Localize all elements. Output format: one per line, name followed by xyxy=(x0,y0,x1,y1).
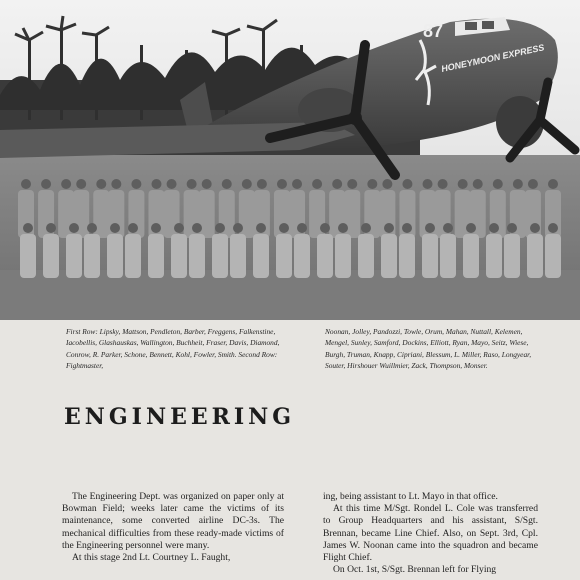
person-body xyxy=(230,234,246,278)
person-head xyxy=(151,223,161,233)
person-body xyxy=(276,234,292,278)
person-body xyxy=(171,234,187,278)
person-head xyxy=(46,223,56,233)
person-head xyxy=(425,223,435,233)
person-head xyxy=(215,223,225,233)
photo-caption-left: First Row: Lipsky, Mattson, Pendleton, Barber, Freggens, Falkenstine, Iacobellis, Glashauskas, Wallington, Buchheit, Fraser, Davis, Diamond, Conrow, R. Parker, Schone, Bennett, Kohl, Fowler, Smith. Second Row: Fightmaster, xyxy=(66,327,280,371)
person-body xyxy=(463,234,479,278)
person-head xyxy=(110,223,120,233)
person-head xyxy=(187,179,197,189)
person-body xyxy=(527,234,543,278)
person-body xyxy=(20,234,36,278)
person-head xyxy=(443,223,453,233)
person-head xyxy=(192,223,202,233)
person-body xyxy=(125,234,141,278)
person-body xyxy=(486,234,502,278)
person-body xyxy=(189,234,205,278)
person-head xyxy=(320,223,330,233)
body-column-right xyxy=(323,491,538,576)
person-body xyxy=(381,234,397,278)
person-head xyxy=(87,223,97,233)
person-body xyxy=(84,234,100,278)
person-body xyxy=(43,234,59,278)
person-head xyxy=(167,179,177,189)
person-head xyxy=(242,179,252,189)
person-head xyxy=(128,223,138,233)
person-body xyxy=(545,234,561,278)
person-head xyxy=(338,223,348,233)
person-head xyxy=(493,179,503,189)
person-head xyxy=(222,179,232,189)
person-body xyxy=(253,234,269,278)
body-paragraph: At this time M/Sgt. Rondel L. Cole was transferred to Group Headquarters and his assistant, S/Sgt. Brennan, became Line Chief. Also, on Sept. 3rd, Cpl. James W. Noonan came into the squadron and became Flight Chief. xyxy=(323,503,538,564)
person-head xyxy=(277,179,287,189)
person-head xyxy=(507,223,517,233)
person-head xyxy=(41,179,51,189)
person-head xyxy=(513,179,523,189)
person-head xyxy=(279,223,289,233)
person-head xyxy=(528,179,538,189)
body-paragraph: The Engineering Dept. was organized on paper only at Bowman Field; weeks later came the victims of its maintenance, some converted airline DC-3s. The mechanical difficulties from these ready-made victims of the Engineering personnel were many. xyxy=(62,491,284,551)
person-body xyxy=(358,234,374,278)
person-head xyxy=(233,223,243,233)
person-body xyxy=(399,234,415,278)
person-body xyxy=(335,234,351,278)
person-head xyxy=(402,179,412,189)
aircraft-number: 87 xyxy=(423,21,444,41)
person-head xyxy=(174,223,184,233)
person-head xyxy=(332,179,342,189)
photo-caption-right: Noonan, Jolley, Pandozzi, Towle, Orum, Mahan, Nuttall, Kelemen, Mengel, Sunley, Samford, Dockins, Elliott, Ryan, Mayo, Seitz, Wiese, Burgh, Truman, Knapp, Cipriani, Blessum, L. Miller, Raso, Longyear, Souter, Hirshouer Wuillmier, Zack, Thompson, Monser. xyxy=(325,327,532,371)
person-body xyxy=(504,234,520,278)
body-paragraph: ing, being assistant to Lt. Mayo in that office. xyxy=(323,491,498,502)
person-head xyxy=(96,179,106,189)
person-head xyxy=(292,179,302,189)
person-head xyxy=(69,223,79,233)
person-head xyxy=(297,223,307,233)
person-head xyxy=(76,179,86,189)
person-head xyxy=(256,223,266,233)
person-head xyxy=(61,179,71,189)
person-body xyxy=(66,234,82,278)
person-head xyxy=(548,179,558,189)
person-body xyxy=(148,234,164,278)
body-paragraph: On Oct. 1st, S/Sgt. Brennan left for Flying xyxy=(333,564,497,576)
person-head xyxy=(489,223,499,233)
person-body xyxy=(440,234,456,278)
person-head xyxy=(548,223,558,233)
person-head xyxy=(438,179,448,189)
person-head xyxy=(458,179,468,189)
person-head xyxy=(466,223,476,233)
nose-art-text: HONEYMOON EXPRESS xyxy=(440,42,546,74)
person-head xyxy=(151,179,161,189)
person-body xyxy=(294,234,310,278)
person-head xyxy=(347,179,357,189)
person-head xyxy=(361,223,371,233)
person-body xyxy=(212,234,228,278)
person-head xyxy=(473,179,483,189)
person-head xyxy=(367,179,377,189)
person-head xyxy=(384,223,394,233)
person-head xyxy=(23,223,33,233)
person-head xyxy=(382,179,392,189)
person-head xyxy=(530,223,540,233)
body-paragraph: At this stage 2nd Lt. Courtney L. Faught, xyxy=(72,552,231,564)
person-head xyxy=(21,179,31,189)
body-column-left xyxy=(62,491,284,564)
person-head xyxy=(257,179,267,189)
person-head xyxy=(312,179,322,189)
person-body xyxy=(107,234,123,278)
person-head xyxy=(202,179,212,189)
person-head xyxy=(131,179,141,189)
section-title: ENGINEERING xyxy=(64,404,296,430)
person-body xyxy=(317,234,333,278)
person-head xyxy=(423,179,433,189)
person-head xyxy=(111,179,121,189)
person-head xyxy=(402,223,412,233)
person-body xyxy=(422,234,438,278)
